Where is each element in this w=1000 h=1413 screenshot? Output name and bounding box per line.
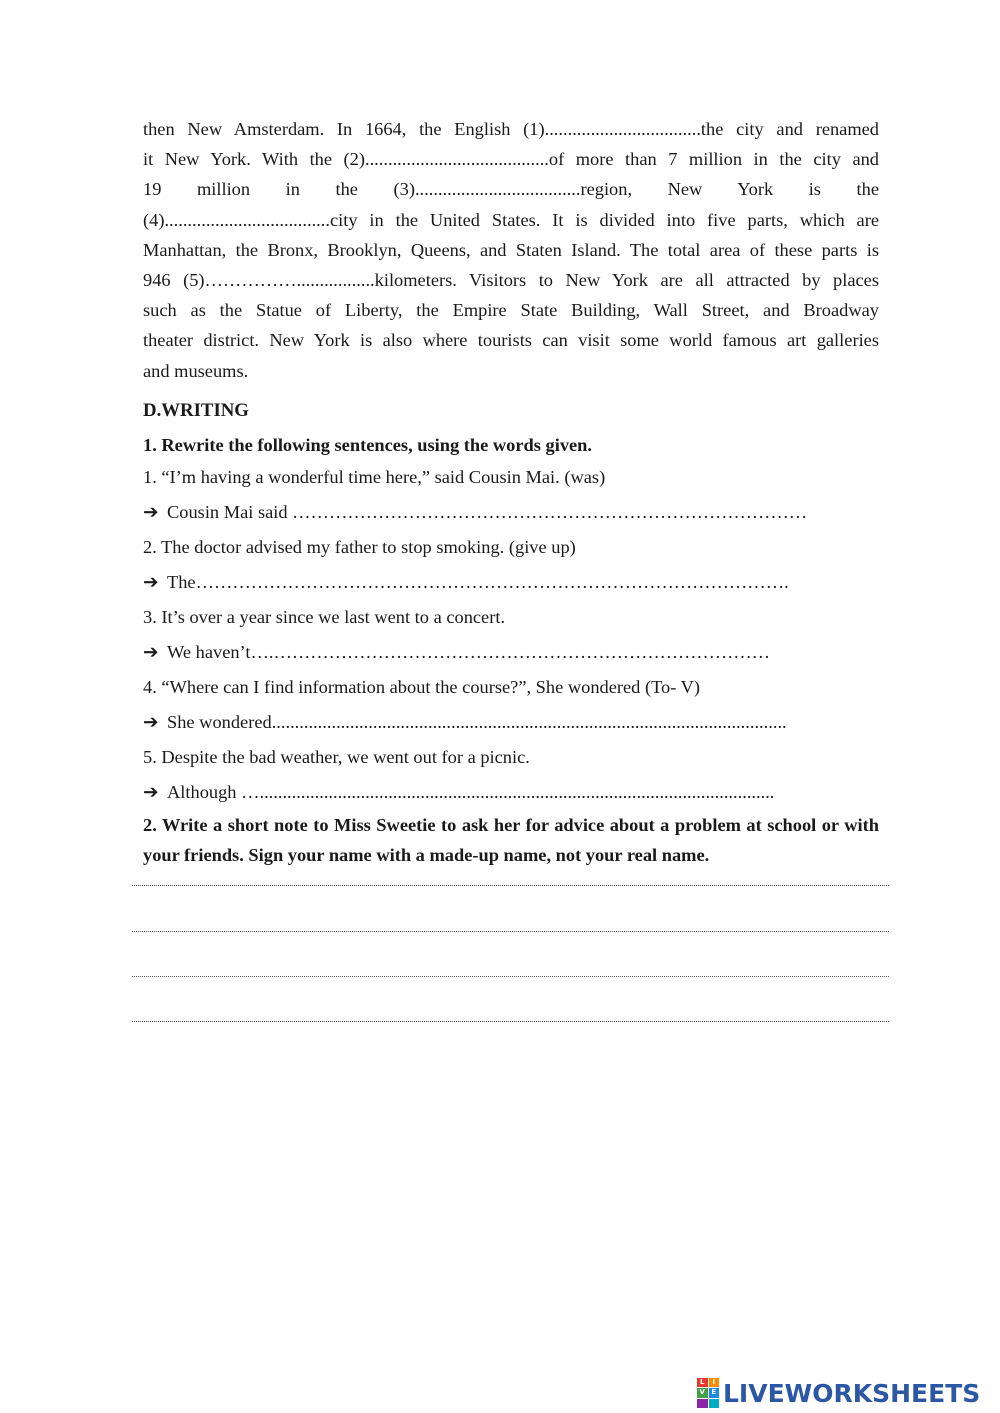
liveworksheets-logo-icon — [697, 1378, 719, 1408]
passage-line-8: theater district. New York is also where tourists can visit some world famous art galleries — [143, 330, 879, 351]
question-3: 3. It’s over a year since we last went to a concert. — [143, 606, 506, 627]
answer-line-1[interactable] — [143, 495, 879, 530]
logo-text: LIVEWORKSHEETS — [723, 1378, 981, 1408]
answer-prompt-2: The……………………………………………………………………………………. — [167, 571, 789, 592]
reading-passage — [143, 114, 879, 386]
question-5: 5. Despite the bad weather, we went out for a picnic. — [143, 746, 530, 767]
task2-instruction: 2. Write a short note to Miss Sweetie to ask her for advice about a problem at school or with your friends. Sign your name with a made-up name, not your real name. — [143, 814, 879, 866]
logo-mark-cell: E — [709, 1388, 720, 1397]
arrow-right-icon: ➔ — [143, 781, 159, 802]
section-heading-writing: D.WRITING — [143, 399, 249, 421]
answer-line-5[interactable] — [143, 775, 879, 810]
writing-line-3[interactable] — [132, 976, 889, 977]
logo-mark-cell — [709, 1399, 720, 1408]
answer-line-3[interactable] — [143, 635, 879, 670]
passage-line-5: Manhattan, the Bronx, Brooklyn, Queens, and Staten Island. The total area of these parts is — [143, 239, 879, 260]
answer-line-4[interactable] — [143, 705, 879, 740]
passage-line-7: such as the Statue of Liberty, the Empire State Building, Wall Street, and Broadway — [143, 300, 879, 321]
question-2: 2. The doctor advised my father to stop smoking. (give up) — [143, 536, 576, 557]
passage-line-6: 946 (5)…………….................kilometers. Visitors to New York are all attracted by places — [143, 270, 879, 291]
logo-mark-cell: V — [697, 1388, 708, 1397]
answer-prompt-3: We haven’t….……………………………………………………………………… — [167, 641, 770, 662]
liveworksheets-logo — [697, 1376, 980, 1410]
question-4: 4. “Where can I find information about the course?”, She wondered (To- V) — [143, 676, 701, 697]
logo-mark-cell — [697, 1399, 708, 1408]
passage-line-3: 19 million in the (3)....................................region, New York is the — [143, 179, 879, 200]
answer-prompt-1: Cousin Mai said ………………………………………………………………………… — [167, 501, 808, 522]
passage-line-2: it New York. With the (2)........................................of more than 7 million in the city and — [143, 149, 879, 170]
writing-line-4[interactable] — [132, 1021, 889, 1022]
answer-prompt-4: She wondered................................................................................................................ — [167, 711, 787, 732]
arrow-right-icon: ➔ — [143, 711, 159, 732]
task1-instruction: 1. Rewrite the following sentences, using the words given. — [143, 434, 593, 455]
answer-line-2[interactable] — [143, 565, 879, 600]
passage-line-1: then New Amsterdam. In 1664, the English (1)..................................the city and renamed — [143, 119, 879, 139]
arrow-right-icon: ➔ — [143, 641, 159, 662]
passage-line-9: and museums. — [143, 360, 249, 381]
writing-line-1[interactable] — [132, 885, 889, 886]
arrow-right-icon: ➔ — [143, 501, 159, 522]
passage-line-4: (4)....................................city in the United States. It is divided into five parts, which are — [143, 209, 879, 230]
answer-prompt-5: Although …................................................................................................................ — [167, 781, 775, 802]
arrow-right-icon: ➔ — [143, 571, 159, 592]
logo-mark-cell: I — [709, 1378, 720, 1387]
worksheet-page — [143, 114, 879, 871]
question-1: 1. “I’m having a wonderful time here,” said Cousin Mai. (was) — [143, 466, 606, 487]
writing-line-2[interactable] — [132, 931, 889, 932]
logo-mark-cell: L — [697, 1378, 708, 1387]
